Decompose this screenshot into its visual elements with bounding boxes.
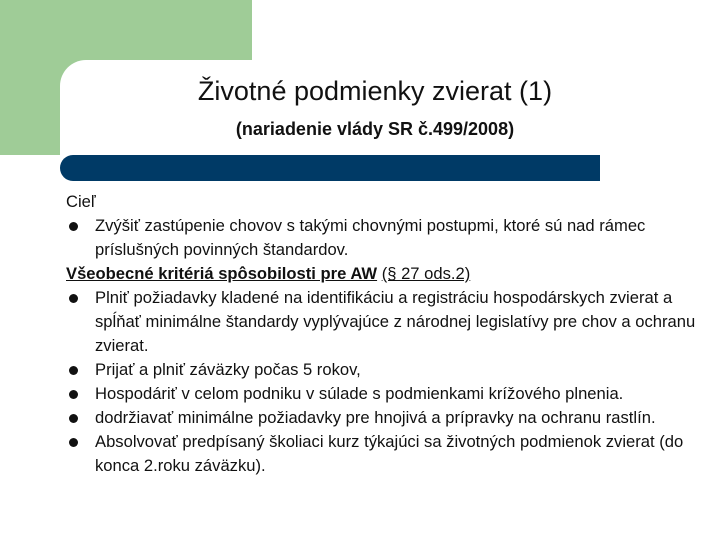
bullet-icon xyxy=(69,366,78,375)
criteria-heading-text: Všeobecné kritériá spôsobilosti pre AW xyxy=(66,264,378,283)
bullet-item xyxy=(66,214,714,262)
bullet-text: Zvýšiť zastúpenie chovov s takými chovnými postupmi, ktoré sú nad rámec príslušných povinných štandardov. xyxy=(95,216,646,259)
bullet-text: dodržiavať minimálne požiadavky pre hnojivá a prípravky na ochranu rastlín. xyxy=(95,408,656,427)
bullet-item xyxy=(66,382,714,406)
bullet-icon xyxy=(69,414,78,423)
bullet-text: Prijať a plniť záväzky počas 5 rokov, xyxy=(95,360,361,379)
slide-subtitle: (nariadenie vlády SR č.499/2008) xyxy=(235,119,515,139)
goal-heading: Cieľ xyxy=(66,192,96,211)
bullet-item xyxy=(66,286,714,358)
bullet-icon xyxy=(69,438,78,447)
bullet-item xyxy=(66,430,714,478)
bullet-icon xyxy=(69,222,78,231)
slide-body xyxy=(66,190,714,478)
bullet-item xyxy=(66,358,714,382)
slide-title: Životné podmienky zvierat (1) xyxy=(197,76,553,106)
title-accent-bar xyxy=(60,155,600,181)
bullet-icon xyxy=(69,294,78,303)
bullet-text: Hospodáriť v celom podniku v súlade s podmienkami krížového plnenia. xyxy=(95,384,624,403)
bullet-text: Plniť požiadavky kladené na identifikáciu a registráciu hospodárskych zvierat a spĺňať minimálne štandardy vyplývajúce z národnej legislatívy pre chov a ochranu zvierat. xyxy=(95,288,696,355)
criteria-heading xyxy=(66,262,714,286)
bullet-text: Absolvovať predpísaný školiaci kurz týkajúci sa životných podmienok zvierat (do konca 2.roku záväzku). xyxy=(95,432,684,475)
bullet-icon xyxy=(69,390,78,399)
bullet-item xyxy=(66,406,714,430)
criteria-heading-ref: (§ 27 ods.2) xyxy=(381,264,471,283)
